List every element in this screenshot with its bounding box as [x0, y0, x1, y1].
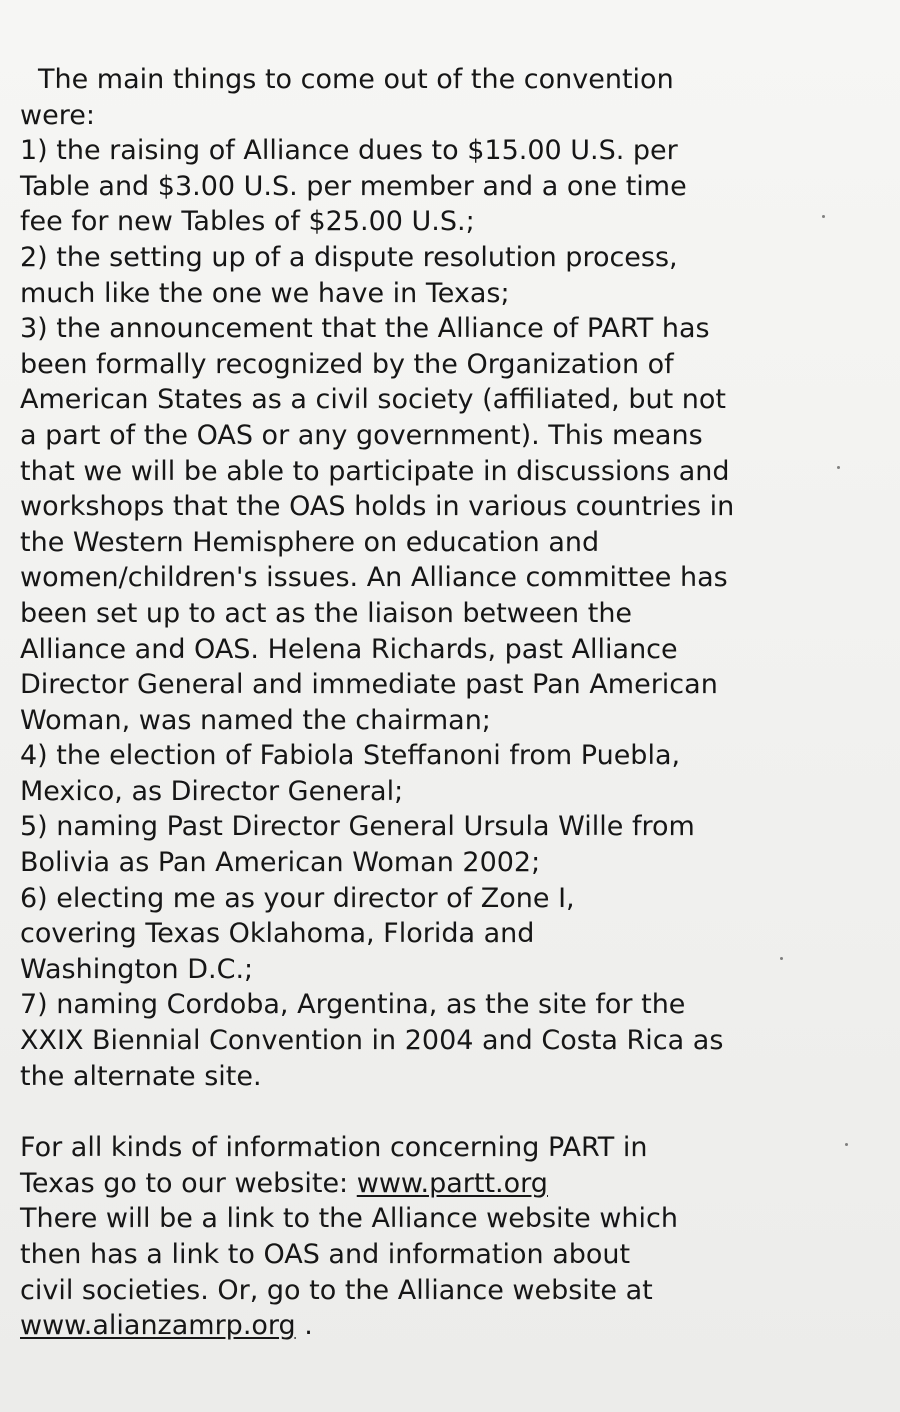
text-line: fee for new Tables of $25.00 U.S.;	[20, 206, 475, 238]
partt-website-link[interactable]: www.partt.org	[356, 1167, 548, 1199]
info-line	[20, 1308, 880, 1344]
text-line: covering Texas Oklahoma, Florida and	[20, 918, 535, 950]
scan-speck	[822, 215, 825, 218]
trailing-period: .	[295, 1310, 313, 1342]
info-line: then has a link to OAS and information about	[20, 1239, 631, 1270]
info-text: Texas go to our website:	[20, 1167, 357, 1199]
list-item-2: 2) the setting up of a dispute resolution process,	[20, 241, 678, 273]
scan-speck	[780, 957, 783, 960]
info-line	[20, 1166, 880, 1202]
scan-speck	[845, 1143, 848, 1146]
body-text	[20, 62, 880, 1344]
list-item-7: 7) naming Cordoba, Argentina, as the site for the	[20, 989, 686, 1021]
text-line: Alliance and OAS. Helena Richards, past Alliance	[20, 633, 678, 665]
text-line: American States as a civil society (affiliated, but not	[20, 384, 726, 416]
paragraph-gap	[20, 1094, 880, 1130]
text-line: Director General and immediate past Pan American	[20, 669, 718, 701]
text-line: women/children's issues. An Alliance committee has	[20, 562, 728, 594]
text-line: XXIX Biennial Convention in 2004 and Costa Rica as	[20, 1025, 724, 1057]
list-item-4: 4) the election of Fabiola Steffanoni from Puebla,	[20, 740, 681, 772]
list-item-3: 3) the announcement that the Alliance of PART has	[20, 313, 710, 345]
list-item-1: 1) the raising of Alliance dues to $15.00 U.S. per	[20, 135, 678, 167]
info-line: For all kinds of information concerning PART in	[20, 1132, 648, 1164]
text-line: been formally recognized by the Organization of	[20, 348, 674, 380]
text-line: were:	[20, 99, 95, 131]
text-line: Mexico, as Director General;	[20, 775, 404, 807]
text-line: workshops that the OAS holds in various countries in	[20, 491, 735, 523]
info-line: There will be a link to the Alliance website which	[20, 1203, 678, 1235]
text-line: a part of the OAS or any government). This means	[20, 419, 703, 451]
info-line: civil societies. Or, go to the Alliance website at	[20, 1274, 653, 1306]
text-line: Bolivia as Pan American Woman 2002;	[20, 847, 541, 879]
alianza-website-link[interactable]: www.alianzamrp.org	[20, 1310, 296, 1342]
text-line: the alternate site.	[20, 1060, 262, 1092]
text-line: the Western Hemisphere on education and	[20, 526, 600, 558]
text-line: Table and $3.00 U.S. per member and a one time	[20, 170, 687, 202]
scan-speck	[837, 466, 840, 469]
text-line: Washington D.C.;	[20, 953, 254, 985]
list-item-6: 6) electing me as your director of Zone I,	[20, 882, 575, 914]
text-line: that we will be able to participate in discussions and	[20, 455, 730, 487]
text-line: much like the one we have in Texas;	[20, 277, 510, 309]
text-line: Woman, was named the chairman;	[20, 704, 491, 736]
text-line: The main things to come out of the convention	[38, 64, 674, 95]
list-item-5: 5) naming Past Director General Ursula Wille from	[20, 811, 695, 843]
text-line: been set up to act as the liaison between the	[20, 597, 633, 629]
